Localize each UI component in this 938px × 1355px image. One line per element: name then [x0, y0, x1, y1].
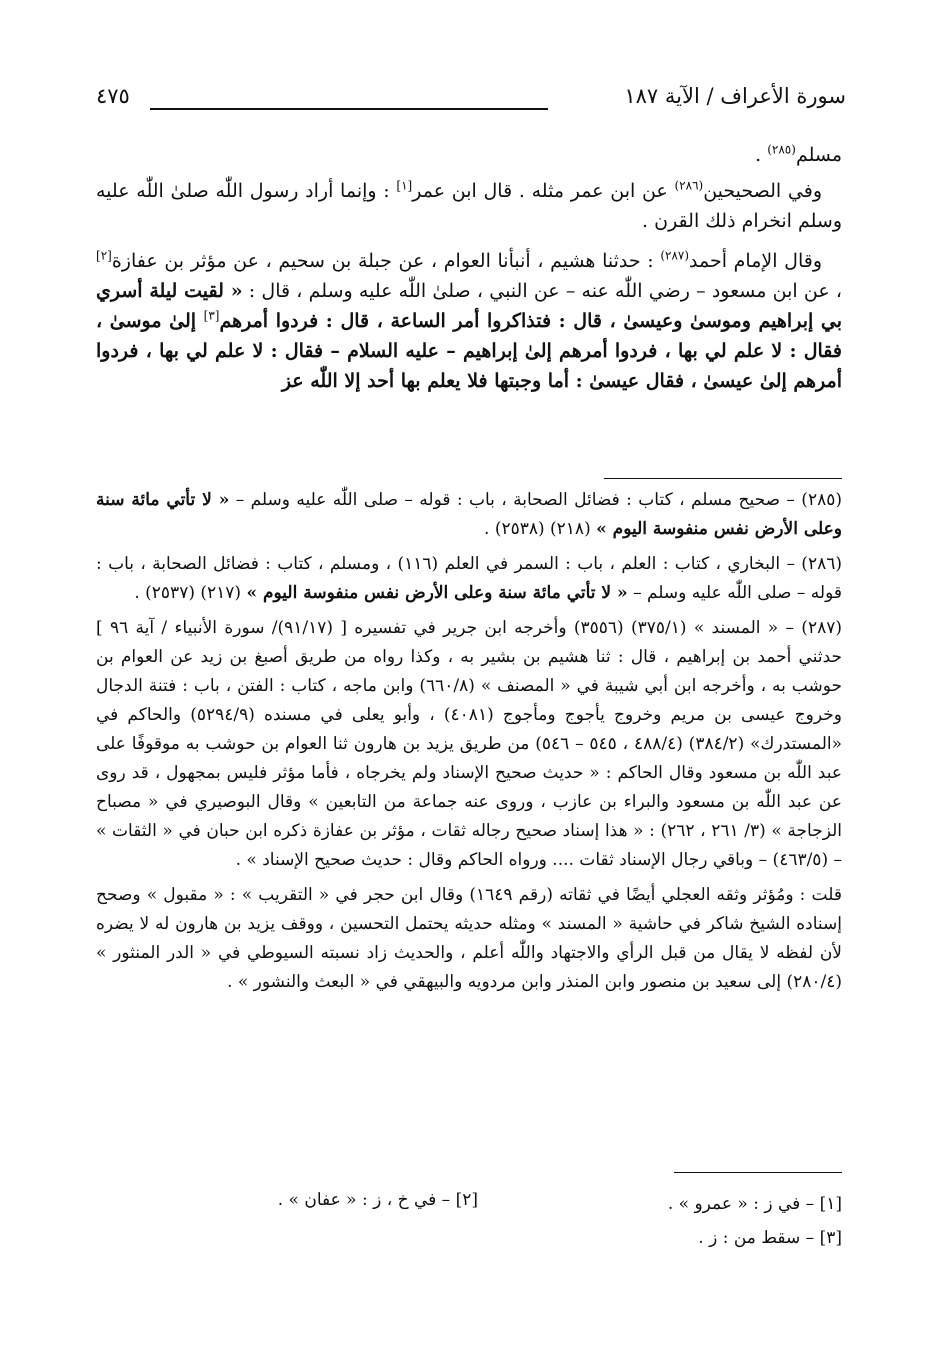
footnote-separator	[604, 478, 842, 479]
editorial-note-2: [٢] – في خ ، ز : « عفان » .	[277, 1190, 478, 1210]
fn285-b: (٢١٨) (٢٥٣٨) .	[484, 519, 597, 539]
p2-c: : وإنما أراد رسول اللّٰه صلىٰ اللّٰه عليه وسلم انخرام ذلك القرن .	[96, 180, 842, 232]
hadith-text-1: « لقيت ليلة أسري بي إبراهيم وموسىٰ وعيسىٰ ، قال : فتذاكروا أمر الساعة ، قال : فردوا أمرهم	[96, 280, 842, 332]
footnote-285	[96, 486, 842, 544]
footnote-ref-287: (٢٨٧)	[660, 248, 690, 263]
p3-b: : حدثنا هشيم ، أنبأنا العوام ، عن جبلة بن سحيم ، عن مؤثر بن عفازة	[111, 250, 661, 272]
p3-c: ، عن ابن مسعود – رضي اللّٰه عنه – عن النبي ، صلىٰ اللّٰه عليه وسلم ، قال :	[242, 280, 843, 302]
footnote-287: (٢٨٧) – « المسند » (٣٧٥/١) (٣٥٥٦) وأخرجه ابن جرير في تفسيره [ (٩١/١٧)/ سورة الأنبياء / آية ٩٦ ] حدثني أحمد بن إبراهيم ، قال : ثنا هشيم بن بشير به ، وكذا رواه من طريق أصبغ بن زيد عن العوام بن حوشب به ، وأخرجه ابن أبي شيبة في « المصنف » (٦٦٠/٨) وابن ماجه ، كتاب : الفتن ، باب : فتنة الدجال وخروج عيسى بن مريم وخروج يأجوج ومأجوج (٤٠٨١) ، وأبو يعلى في مسنده (٥٢٩٤/٩) والحاكم في «المستدرك» (٣٨٤/٢) (٤٨٨/٤ ، ٥٤٥ – ٥٤٦) من طريق يزيد بن هارون ثنا العوام بن حوشب به موقوفًا على عبد اللّٰه بن مسعود وقال الحاكم : « حديث صحيح الإسناد ولم يخرجاه ، فأما مؤثر فليس بمجهول ، قد روى عن عبد اللّٰه بن مسعود والبراء بن عازب ، وروى عنه جماعة من التابعين » وقال البوصيري في « مصباح الزجاجة » (٣/ ٢٦١ ، ٢٦٢) : « هذا إسناد صحيح رجاله ثقات ، مؤثر بن عفازة ذكره ابن حبان في « الثقات » – (٤٦٣/٥) – وباقي رجال الإسناد ثقات .... ورواه الحاكم وقال : حديث صحيح الإسناد » .	[96, 618, 843, 870]
editorial-ref-2: [٢]	[96, 248, 112, 263]
running-title: سورة الأعراف / الآية ١٨٧	[624, 84, 846, 108]
footnote-ref-285: (٢٨٥)	[767, 142, 796, 157]
editorial-note-1: [١] – في ز : « عمرو » .	[667, 1194, 842, 1214]
main-text	[96, 140, 842, 406]
fn286-a: (٢٨٦) – البخاري ، كتاب : العلم ، باب : السمر في العلم (١١٦) ، ومسلم ، كتاب : فضائل الصحابة ، باب : قوله – صلى اللّٰه عليه وسلم –	[96, 554, 842, 603]
editorial-ref-3: [٣]	[203, 308, 220, 323]
fn285-hadith: « لا تأتي مائة سنة وعلى الأرض نفس منفوسة اليوم »	[96, 490, 842, 539]
editorial-note-3: [٣] – سقط من : ز .	[698, 1228, 842, 1248]
p1-text: مسلم	[795, 144, 842, 166]
page-number: ٤٧٥	[96, 84, 130, 108]
fn286-hadith: « لا تأتي مائة سنة وعلى الأرض نفس منفوسة اليوم »	[246, 583, 628, 603]
header-rule	[150, 108, 548, 110]
commentary-paragraph: قلت : ومُؤثر وثقه العجلي أيضًا في ثقاته (رقم ١٦٤٩) وقال ابن حجر في « التقريب » : « مقبول » وصحح إسناده الشيخ شاكر في حاشية « المسند » ومثله حديثه يحتمل التحسين ، ووقف يزيد بن هارون له لا يضره لأن لفظه لا يقال من قبل الرأي والاجتهاد واللّٰه أعلم ، والحديث زاد نسبته السيوطي في « الدر المنثور » (٢٨٠/٤) إلى سعيد بن منصور وابن المنذر وابن مردويه والبيهقي في « البعث والنشور » .	[96, 885, 842, 992]
fn285-a: (٢٨٥) – صحيح مسلم ، كتاب : فضائل الصحابة ، باب : قوله – صلى اللّٰه عليه وسلم –	[229, 490, 842, 510]
footnote-286	[96, 550, 842, 608]
footnotes	[96, 486, 842, 1003]
paragraph-1	[96, 140, 842, 170]
fn286-b: (٢١٧) (٢٥٣٧) .	[134, 583, 247, 603]
editorial-separator	[674, 1172, 842, 1173]
hadith-text-2: إلىٰ موسىٰ ، فقال : لا علم لي بها ، فردوا أمرهم إلىٰ إبراهيم – عليه السلام – فقال : لا علم لي بها ، فردوا أمرهم إلىٰ عيسىٰ ، فقال عيسىٰ : أما وجبتها فلا يعلم بها أحد إلا اللّٰه عز	[96, 310, 842, 392]
footnote-ref-286: (٢٨٦)	[674, 178, 704, 193]
p2-a: وفي الصحيحين	[703, 180, 823, 202]
paragraph-3	[96, 246, 842, 396]
p2-b: عن ابن عمر مثله . قال ابن عمر	[412, 180, 675, 202]
p1-tail: .	[755, 144, 768, 166]
paragraph-2	[96, 176, 842, 236]
p3-a: وقال الإمام أحمد	[689, 250, 822, 272]
editorial-ref-1: [١]	[396, 178, 413, 193]
